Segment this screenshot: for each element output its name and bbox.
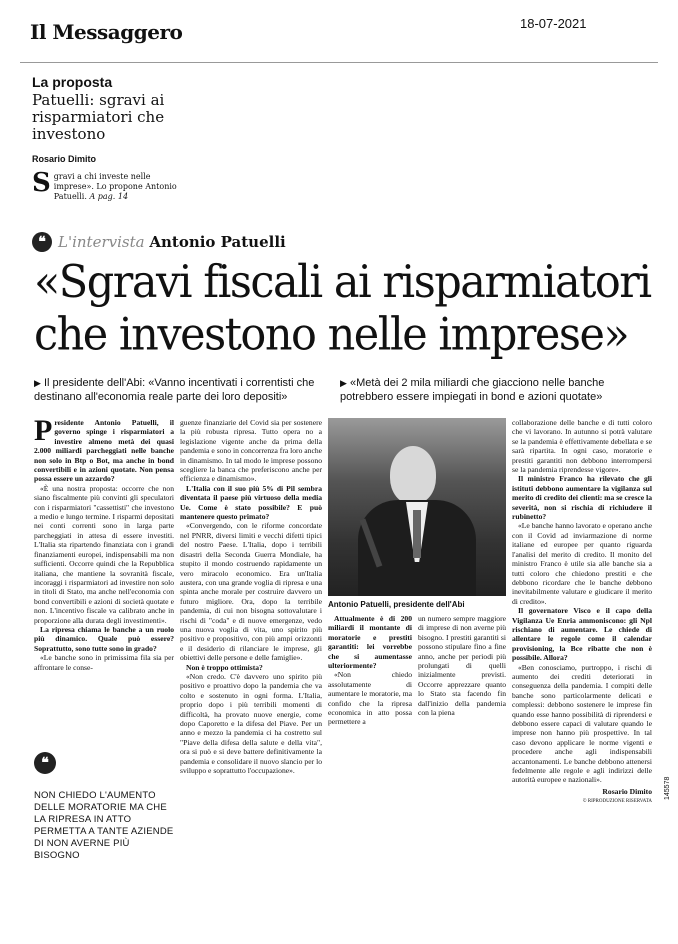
brief-summary	[32, 168, 192, 202]
deck-left-text: Il presidente dell'Abi: «Vanno incentivati i correntisti che destinano all'economia reale parte dei loro depositi»	[34, 377, 315, 403]
question-1: residente Antonio Patuelli, il governo spinge i risparmiatori a investire almeno metà dei quasi 2.000 miliardi parcheggiati nelle banche non solo in Btp o Bot, ma anche in bond convertibili e in azioni quotate. Non pensa possa essere un azzardo?	[34, 418, 174, 484]
answer-5-end: collaborazione delle banche e di tutti coloro che vi lavorano. In autunno si potrà valutare se la pandemia è effettivamente debellata e se sarà ripartita. In ogni caso, moratorie e prestiti garantiti non debbono interrompersi se la pandemia riprendesse vigore».	[512, 418, 652, 475]
column-under-photo-1	[328, 614, 412, 727]
deck-left	[34, 376, 334, 404]
brief-section-label: La proposta	[32, 74, 113, 90]
answer-2-cont: guenze finanziarie del Covid sia per sostenere la più robusta ripresa. Tutto opera no a legislazione vigente anche da prima della pandemia e sono in concorrenza fra loro anche in dinamismo. In tal modo le imprese possono scegliere la banca che preferiscono anche per efficienza e dinamismo».	[180, 418, 322, 484]
copyright-notice: © RIPRODUZIONE RISERVATA	[582, 799, 652, 805]
question-2: La ripresa chiama le banche a un ruolo più dinamico. Quale può essere? Soprattutto, sono tutte sono in grado?	[34, 624, 174, 653]
answer-1: «È una nostra proposta: occorre che non siano fiscalmente più convinti gli speculatori con i risparmiatori "cassettisti" che investono a medio e lungo termine. I risparmi depositati nei conti correnti sono in larga parte parcheggiati in attesa di essere investiti. L'Italia sta ripartendo finanziata con i grandi finanziamenti europei, indispensabili ma non sufficienti. Occorre quindi che la Repubblica italiana, che mantiene la sovranità fiscale, incoraggi i risparmiatori ad investire non solo in titoli di Stato, ma anche nell'economia con bond convertibili e azioni di società quotate e non. L'incentivo fiscale va calibrato anche in proporzione alla durata degli investimenti».	[34, 483, 174, 625]
article-dropcap: P	[34, 414, 53, 447]
question-3: L'Italia con il suo più 5% di Pil sembra diventata il paese più virtuoso della media Ue. Come è stato possibile? E può mantenere questo primato?	[180, 483, 322, 522]
answer-5-cont: un numero sempre maggiore di imprese di non averne più bisogno. I prestiti garantiti si possono stipulare fino a fine anno, anche per periodi più prolungati di quelli inizialmente previsti. Occorre apprezzare quanto lo Stato sta facendo fin dall'inizio della pandemia con la piena	[418, 614, 506, 718]
article-headline: «Sgravi fiscali ai risparmiatori che investono nelle imprese»	[34, 256, 651, 361]
question-6: Il ministro Franco ha rilevato che gli istituti debbono aumentare la vigilanza sul merito di credito dei clienti: ma se cresce la severità, non si rischia di richiudere il rubinetto?	[512, 474, 652, 522]
interview-quote-icon: ❝	[32, 232, 52, 252]
answer-3: «Convergendo, con le riforme concordate nel PNRR, diversi limiti e vecchi difetti tipici del nostro Paese. L'Italia, dopo i terribili disastri della Seconda Guerra Mondiale, ha stupito il mondo costruendo rapidamente un vero miracolo economico. Era un'Italia austera, con una grande voglia di ripresa e una spinta anche morale per costruire davvero un futuro migliore. Ora, dopo la terribile pandemia, di cui non bisogna sottovalutare i rischi di "coda" e di nuove emergenze, vedo una nuova voglia di vita, uno spirito più positivo e propositivo, con più ampi orizzonti e il desiderio di rilanciare le imprese, gli obiettivi delle persone e delle famiglie».	[180, 521, 322, 663]
question-4: Non è troppo ottimista?	[186, 662, 263, 672]
answer-4: «Non credo. C'è davvero uno spirito più positivo e proattivo dopo la pandemia che va colto e sostenuto in ogni forma. L'Italia, proprio dopo i più terribili momenti di difficoltà, ha provato nuove energie, come dopo Caporetto e la difesa del Piave. Per un anno e mezzo la pandemia ci ha costretto sul "Piave della difesa della salute e della vita", ora si può e si deve battere definitivamente la pandemia e consolidare il nuovo slancio per lo sviluppo e soprattutto l'occupazione».	[180, 671, 322, 776]
question-7: Il governatore Visco e il capo della Vigilanza Ue Enria ammoniscono: gli Npl rischiano di aumentare. Le chiede di allentare le regole come il calendar provisioning, la Bce ribatte che non è possibile. Allora?	[512, 606, 652, 663]
kicker-name: Antonio Patuelli	[149, 233, 286, 251]
column-under-photo-2	[418, 614, 506, 717]
patuelli-photo	[328, 418, 506, 596]
clipping-code: 145578	[664, 776, 671, 800]
article-signature: Rosario Dimito	[602, 786, 652, 796]
brief-summary-text: gravi a chi investe nelle imprese». Lo propone Antonio Patuelli.	[53, 172, 177, 201]
clipping-date: 18-07-2021	[520, 16, 587, 31]
article-column-2	[180, 418, 322, 775]
pullquote-icon: ❝	[34, 752, 56, 774]
article-column-4	[512, 418, 652, 807]
question-5: Attualmente è di 200 miliardi il montante di moratorie e prestiti garantiti: lei vorrebbe che si aumentasse ulteriormente?	[328, 614, 412, 671]
brief-author: Rosario Dimito	[32, 154, 97, 164]
brief-dropcap: S	[32, 168, 51, 198]
masthead-logo: Il Messaggero	[30, 20, 183, 44]
deck-right-text: «Metà dei 2 mila miliardi che giacciono nelle banche potrebbero essere impiegati in bond e azioni quotate»	[340, 377, 605, 403]
header-divider	[20, 62, 658, 63]
brief-title: Patuelli: sgravi ai risparmiatori che investono	[32, 91, 165, 143]
answer-5-start: «Non chiedo assolutamente di aumentare le moratorie, ma confido che la ripresa economica in atto possa permettere a	[328, 670, 412, 727]
kicker-label: L'intervista	[58, 233, 145, 251]
answer-7: «Ben conosciamo, purtroppo, i rischi di aumento dei crediti deteriorati in conseguenza della pandemia. I compiti delle banche sono particolarmente delicati e complessi: debbono sostenere le imprese fin quando esse hanno possibilità di riprendersi e debbono essere capaci di valutare quando le imprese non hanno più prospettive. In tal caso devono applicare le norme vigenti e procedere anche agli indispensabili accantonamenti. Le banche debbono attenersi fedelmente alle regole e agli indirizzi delle autorità europee e nazionali».	[512, 662, 652, 785]
answer-6: «Le banche hanno lavorato e operano anche con il Covid ad inviarmazione di norme italiane ed europee per quanto riguarda l'analisi del merito di credito. Il monito del ministro Franco è utile sia alle banche sia a tutti coloro che chiedono prestiti e che debbono ricordare che le banche debbono inevitabilmente valutare e giudicare il merito di credito».	[512, 521, 652, 606]
deck-right	[340, 376, 650, 404]
deck-arrow-icon: ▶	[34, 378, 41, 388]
photo-caption: Antonio Patuelli, presidente dell'Abi	[328, 600, 465, 609]
pullquote: NON CHIEDO L'AUMENTO DELLE MORATORIE MA CHE LA RIPRESA IN ATTO PERMETTA A TANTE AZIENDE DI NON AVERNE PIÙ BISOGNO	[34, 790, 174, 861]
deck-arrow-icon: ▶	[340, 378, 347, 388]
answer-2-start: «Le banche sono in primissima fila sia per affrontare le conse-	[34, 653, 174, 672]
article-kicker	[58, 233, 286, 251]
article-column-1	[34, 414, 174, 672]
brief-page-reference: A pag. 14	[89, 192, 129, 201]
